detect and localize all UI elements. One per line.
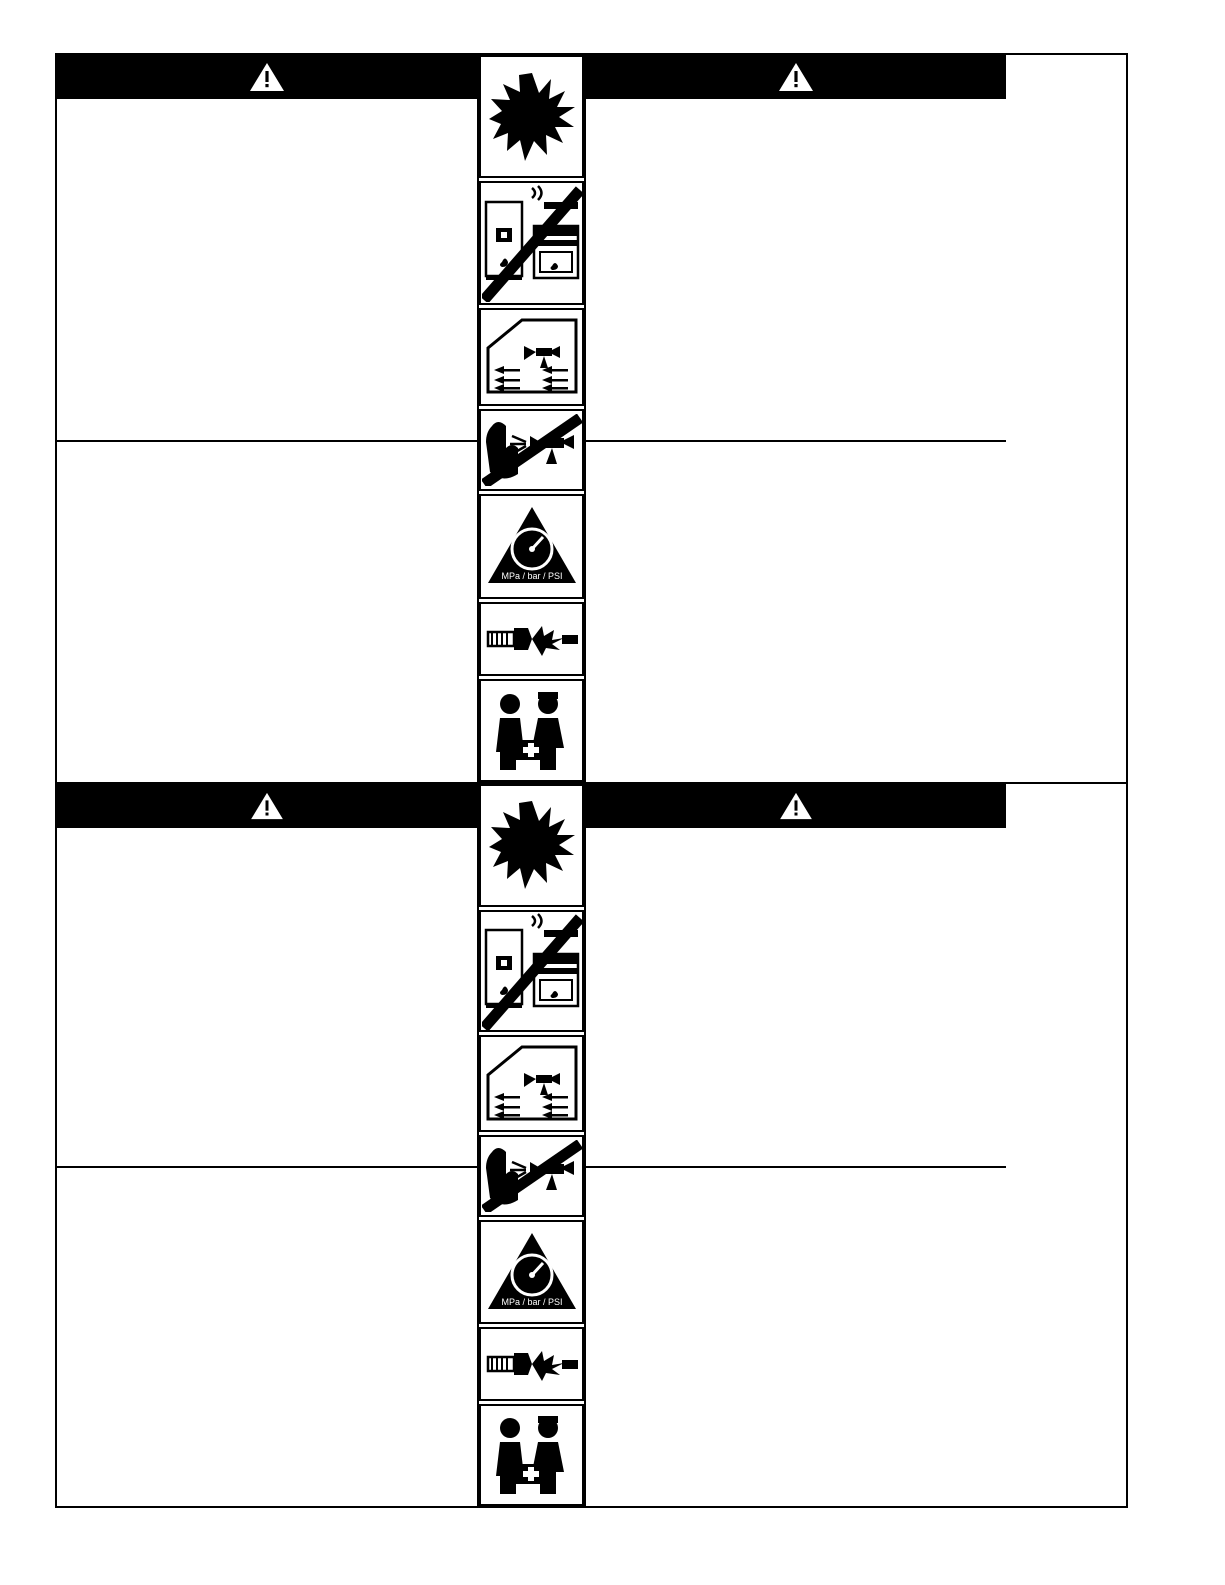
no-open-flame-appliance-icon (479, 910, 584, 1033)
pressure-gauge-icon (479, 494, 584, 599)
no-open-flame-appliance-icon-art (482, 184, 582, 302)
warning-triangle-icon (249, 62, 285, 92)
seek-medical-attention-icon (479, 1404, 584, 1506)
no-spray-at-hand-icon (479, 1135, 584, 1217)
no-open-flame-appliance-icon (479, 181, 584, 304)
spray-in-ventilated-building-icon (479, 1035, 584, 1132)
section-fire-explosion-hazard (586, 828, 1006, 1166)
leaking-fitting-icon (479, 1327, 584, 1401)
warning-triangle-icon (779, 792, 813, 820)
warning-column-right-top (584, 55, 1006, 782)
section-fire-explosion-hazard (586, 99, 1006, 440)
no-spray-at-hand-icon-art (482, 414, 582, 486)
spray-in-ventilated-building-icon-art (482, 314, 582, 400)
warning-column-right-bottom (584, 784, 1006, 1506)
leaking-fitting-icon-art (484, 616, 580, 662)
section-fire-explosion-hazard (57, 828, 477, 1166)
pressure-gauge-units-label: MPa / bar / PSI (500, 1296, 563, 1307)
spray-in-ventilated-building-icon-art (482, 1041, 582, 1127)
seek-medical-attention-icon-art (486, 688, 578, 774)
spray-in-ventilated-building-icon (479, 308, 584, 406)
explosion-icon (479, 55, 584, 178)
seek-medical-attention-icon (479, 679, 584, 782)
warning-column-left-bottom (57, 784, 479, 1506)
section-skin-injection-hazard (57, 440, 477, 783)
section-skin-injection-hazard (57, 1166, 477, 1506)
warning-column-left-top (57, 55, 479, 782)
pressure-gauge-icon-art (485, 503, 579, 589)
warning-banner (586, 55, 1006, 99)
warning-block-top (57, 55, 1126, 782)
seek-medical-attention-icon-art (486, 1412, 578, 1498)
no-open-flame-appliance-icon-art (482, 912, 582, 1030)
warning-triangle-icon (250, 792, 284, 820)
no-spray-at-hand-icon-art (482, 1140, 582, 1212)
section-skin-injection-hazard (586, 1166, 1006, 1506)
leaking-fitting-icon-art (484, 1341, 580, 1387)
warning-banner (57, 784, 477, 828)
pressure-gauge-units-label: MPa / bar / PSI (500, 571, 563, 582)
explosion-icon (479, 784, 584, 907)
warning-icon-column-top (479, 55, 584, 782)
warning-block-bottom (57, 782, 1126, 1506)
safety-warning-table (55, 53, 1128, 1508)
leaking-fitting-icon (479, 602, 584, 676)
warning-banner (586, 784, 1006, 828)
pressure-gauge-icon (479, 1220, 584, 1324)
section-fire-explosion-hazard (57, 99, 477, 440)
no-spray-at-hand-icon (479, 409, 584, 491)
warning-icon-column-bottom (479, 784, 584, 1506)
section-skin-injection-hazard (586, 440, 1006, 783)
warning-triangle-icon (778, 62, 814, 92)
explosion-icon-art (489, 71, 575, 163)
pressure-gauge-icon-art (485, 1229, 579, 1315)
warning-banner (57, 55, 477, 99)
explosion-icon-art (489, 799, 575, 891)
